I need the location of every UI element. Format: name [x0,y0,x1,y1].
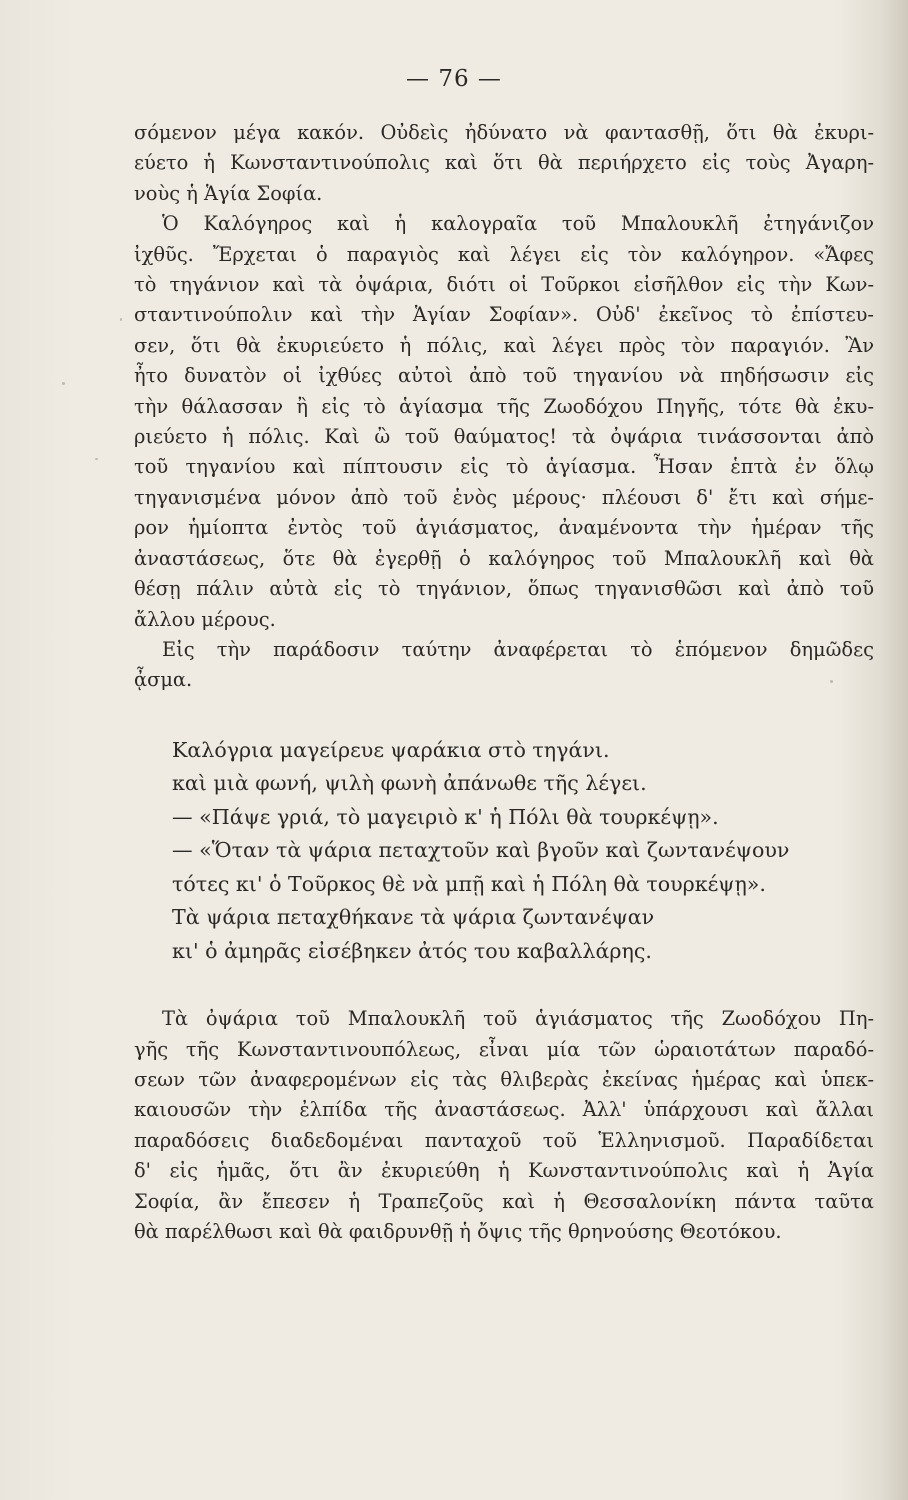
text-line: Ὁ Καλόγηρος καὶ ἡ καλογραῖα τοῦ Μπαλουκλῆ ἐτηγάνιζον [162,212,874,236]
text-line: σεων τῶν ἀναφερομένων εἰς τὰς θλιβερὰς ἐκείνας ἡμέρας καὶ ὑπεκ- [134,1068,874,1092]
song-line: κι' ὁ ἀμηρᾶς εἰσέβηκεν ἀτός του καβαλλάρης. [172,938,652,963]
text-line: ἦτο δυνατὸν οἱ ἰχθύες αὐτοὶ ἀπὸ τοῦ τηγανίου νὰ πηδήσωσιν εἰς [134,364,874,388]
paragraph-1 [134,118,874,209]
paper-speck [830,680,833,683]
text-line: νοὺς ἡ Ἁγία Σοφία. [134,181,323,205]
folk-song [172,734,874,969]
text-line: καιουσῶν τὴν ἐλπίδα τῆς ἀναστάσεως. Ἀλλ' ὑπάρχουσι καὶ ἄλλαι [134,1098,874,1122]
text-line: Τὰ ὀψάρια τοῦ Μπαλουκλῆ τοῦ ἁγιάσματος τῆς Ζωοδόχου Πη- [162,1007,874,1031]
text-line: γῆς τῆς Κωνσταντινουπόλεως, εἶναι μία τῶν ὡραιοτάτων παραδό- [134,1037,874,1061]
text-line: σταντινούπολιν καὶ τὴν Ἁγίαν Σοφίαν». Οὐδ' ἐκεῖνος τὸ ἐπίστευ- [134,303,874,327]
text-line: ρον ἡμίοπτα ἐντὸς τοῦ ἁγιάσματος, ἀναμένοντα τὴν ἡμέραν τῆς [134,516,874,540]
page-number: — 76 — [406,66,502,92]
paper-speck [120,318,122,321]
text-line: ριεύετο ἡ πόλις. Καὶ ὢ τοῦ θαύματος! τὰ ὀψάρια τινάσσονται ἀπὸ [134,425,874,449]
text-line: Σοφία, ἂν ἔπεσεν ἡ Τραπεζοῦς καὶ ἡ Θεσσαλονίκη πάντα ταῦτα [134,1189,874,1213]
song-line: τότες κι' ὁ Τοῦρκος θὲ νὰ μπῇ καὶ ἡ Πόλη θὰ τουρκέψῃ». [172,871,766,896]
song-line: καὶ μιὰ φωνή, ψιλὴ φωνὴ ἀπάνωθε τῆς λέγει. [172,771,647,796]
song-line: — «Ὅταν τὰ ψάρια πεταχτοῦν καὶ βγοῦν καὶ ζωντανέψουν [172,838,790,863]
text-line: τὸ τηγάνιον καὶ τὰ ὀψάρια, διότι οἱ Τοῦρκοι εἰσῆλθον εἰς τὴν Κων- [134,273,874,297]
song-line: — «Πάψε γριά, τὸ μαγειριὸ κ' ἡ Πόλι θὰ τουρκέψῃ». [172,804,719,829]
text-line: ἰχθῦς. Ἔρχεται ὁ παραγιὸς καὶ λέγει εἰς τὸν καλόγηρον. «Ἄφες [134,242,874,266]
text-line: σεν, ὅτι θὰ ἐκυριεύετο ἡ πόλις, καὶ λέγει πρὸς τὸν παραγιόν. Ἂν [134,333,874,357]
text-line: εύετο ἡ Κωνσταντινούπολις καὶ ὅτι θὰ περιήρχετο εἰς τοὺς Ἀγαρη- [134,151,874,175]
paragraph-2 [134,209,874,635]
paragraph-3 [134,635,874,696]
paper-speck [62,382,65,385]
song-line: Καλόγρια μαγείρευε ψαράκια στὸ τηγάνι. [172,737,610,762]
text-line: ᾆσμα. [134,668,193,692]
page-body [134,118,874,1247]
text-line: τηγανισμένα μόνον ἀπὸ τοῦ ἑνὸς μέρους· πλέουσι δ' ἔτι καὶ σήμε- [134,485,874,509]
text-line: ἄλλου μέρους. [134,607,276,631]
text-line: σόμενον μέγα κακόν. Οὐδεὶς ἠδύνατο νὰ φαντασθῇ, ὅτι θὰ ἐκυρι- [134,121,874,144]
song-line: Τὰ ψάρια πεταχθήκανε τὰ ψάρια ζωντανέψαν [172,905,655,930]
text-line: τοῦ τηγανίου καὶ πίπτουσιν εἰς τὸ ἁγίασμα. Ἦσαν ἑπτὰ ἐν ὅλῳ [134,455,874,479]
text-line: δ' εἰς ἡμᾶς, ὅτι ἂν ἐκυριεύθη ἡ Κωνσταντινούπολις καὶ ἡ Ἁγία [134,1159,874,1183]
closing-paragraph [134,1004,874,1247]
text-line: Εἰς τὴν παράδοσιν ταύτην ἀναφέρεται τὸ ἑπόμενον δημῶδες [162,637,874,661]
text-line: παραδόσεις διαδεδομέναι πανταχοῦ τοῦ Ἑλληνισμοῦ. Παραδίδεται [134,1128,874,1152]
text-line: ἀναστάσεως, ὅτε θὰ ἐγερθῇ ὁ καλόγηρος τοῦ Μπαλουκλῆ καὶ θὰ [134,546,874,570]
text-line: τὴν θάλασσαν ἢ εἰς τὸ ἁγίασμα τῆς Ζωοδόχου Πηγῆς, τότε θὰ ἐκυ- [134,394,874,418]
text-line: θὰ παρέλθωσι καὶ θὰ φαιδρυνθῇ ἡ ὄψις τῆς θρηνούσης Θεοτόκου. [134,1220,782,1244]
text-line: θέσῃ πάλιν αὐτὰ εἰς τὸ τηγάνιον, ὅπως τηγανισθῶσι καὶ ἀπὸ τοῦ [134,577,874,601]
paper-speck [95,458,98,460]
